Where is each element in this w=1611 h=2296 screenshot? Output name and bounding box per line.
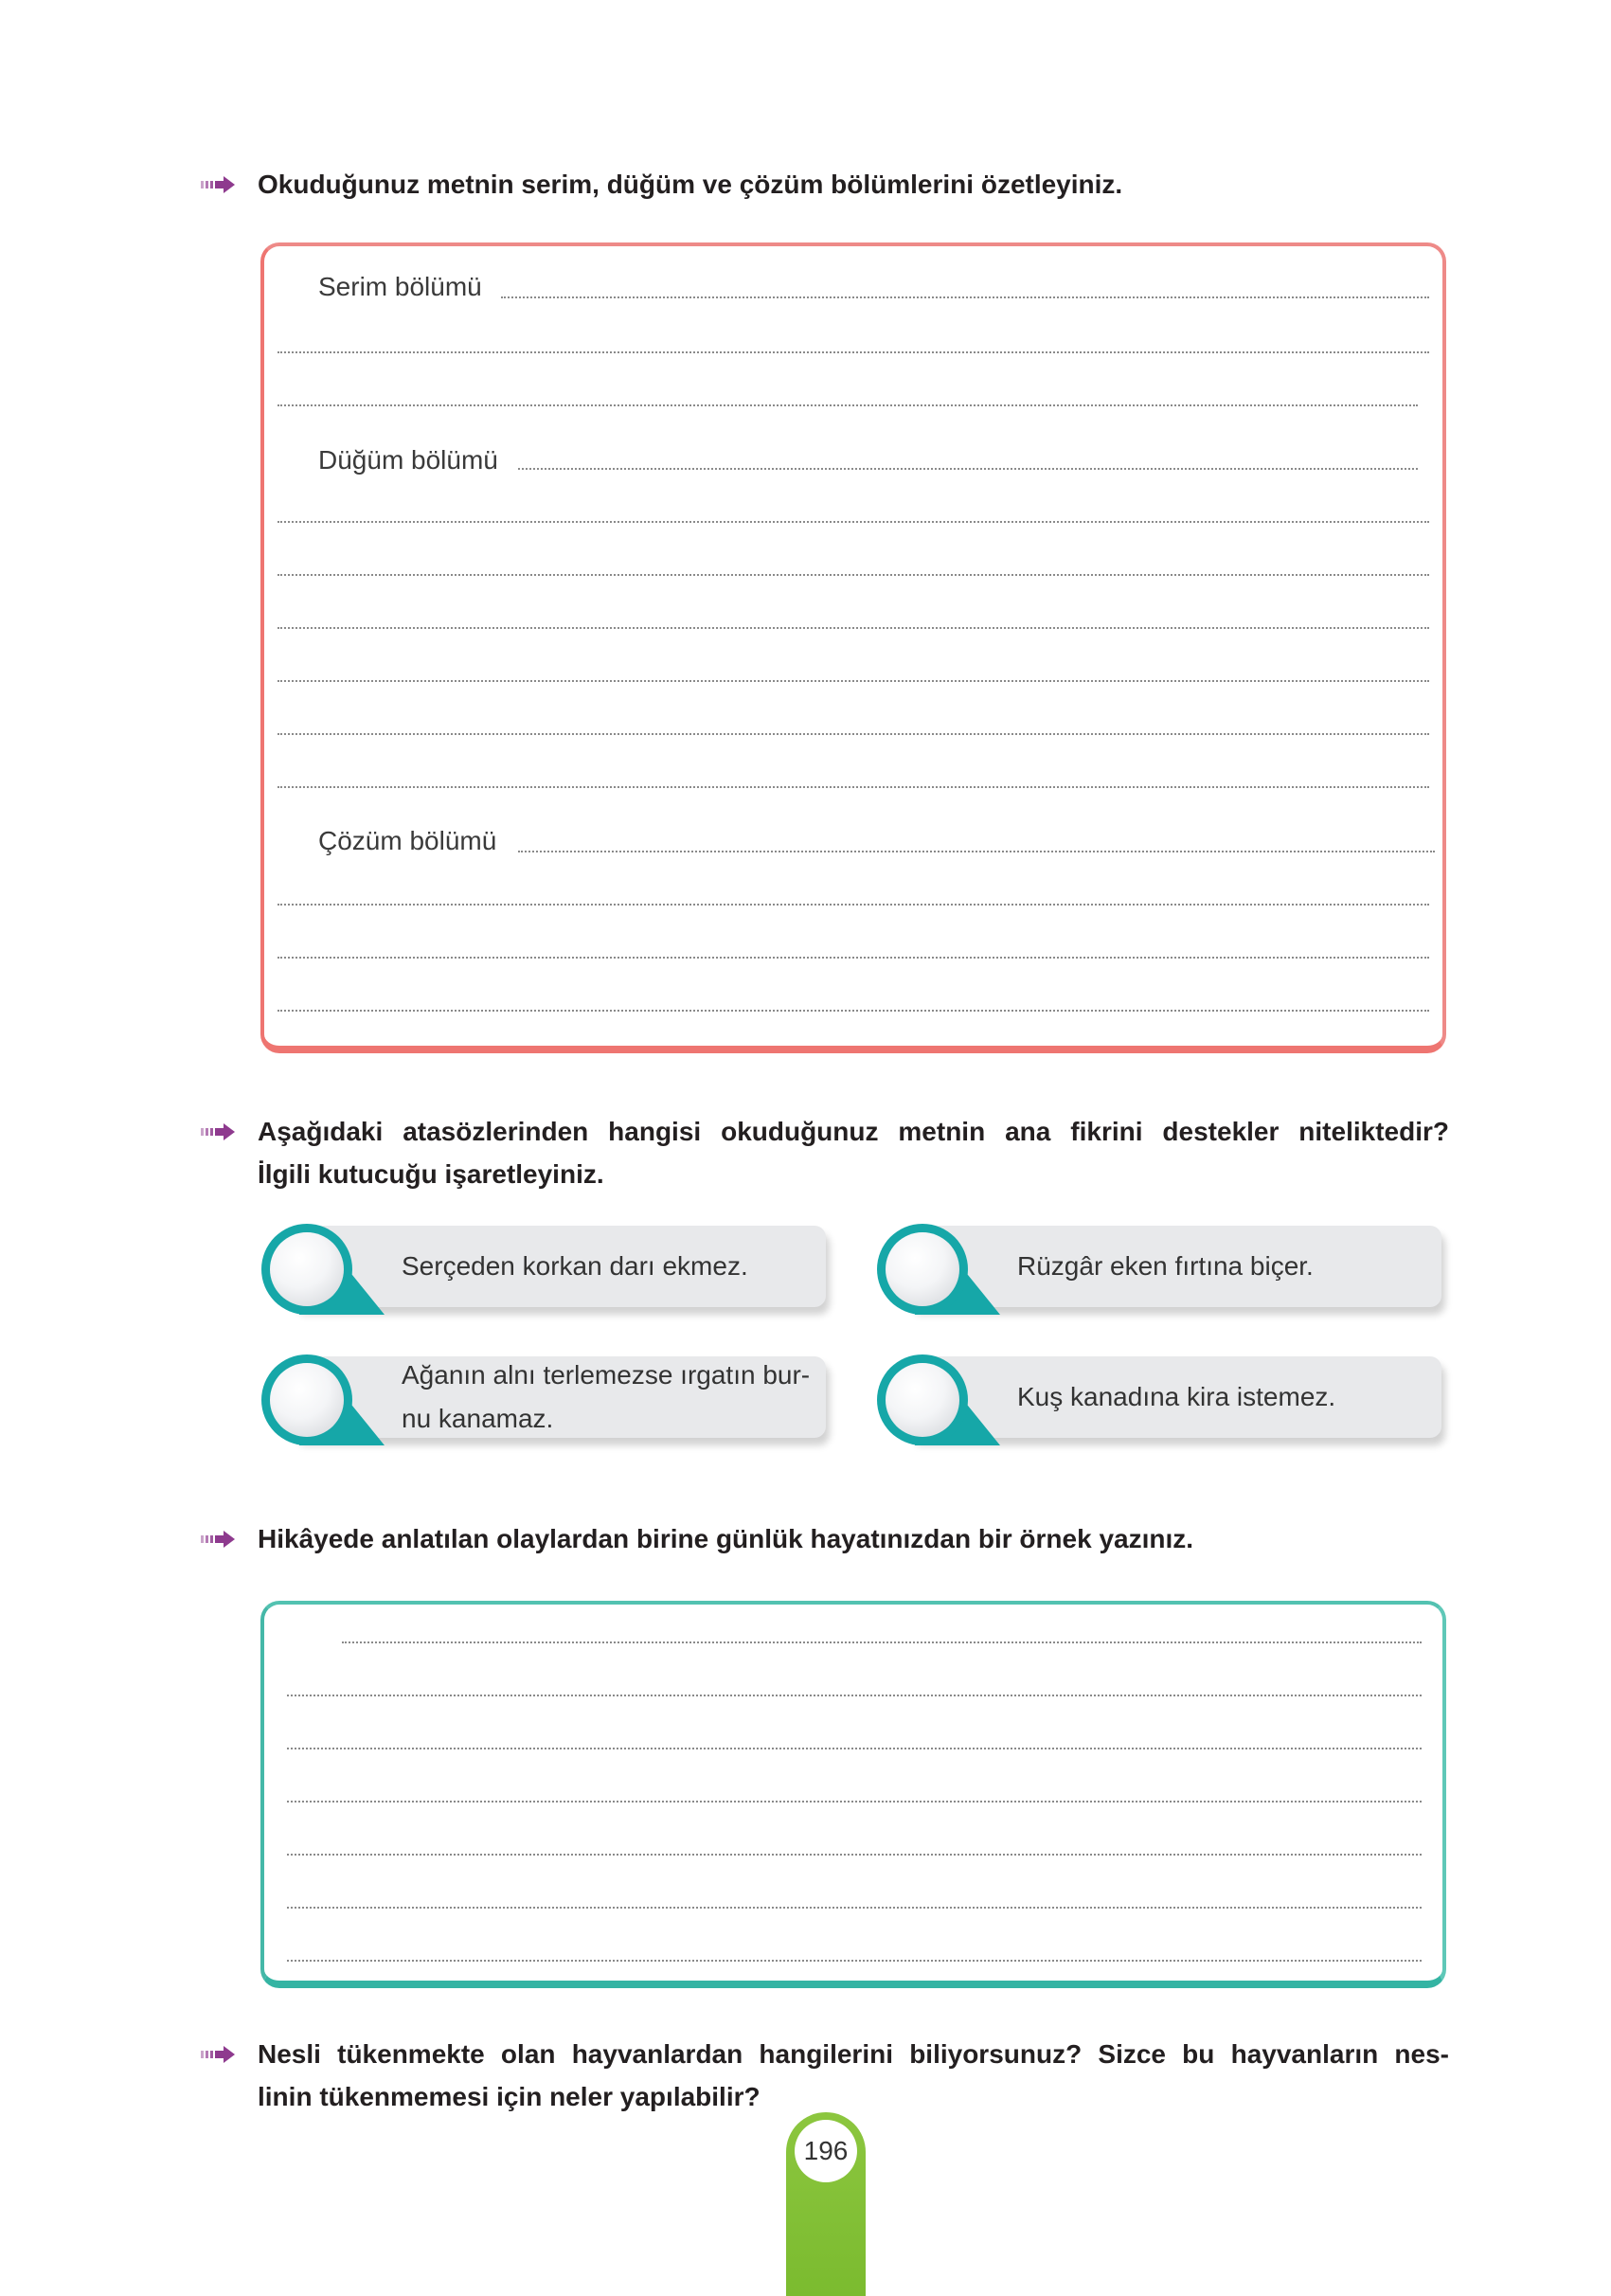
option-text — [402, 1356, 828, 1438]
answer-line[interactable] — [277, 1010, 1429, 1012]
option-text-line2: nu kanamaz. — [402, 1404, 554, 1433]
example-box — [260, 1601, 1446, 1988]
answer-line[interactable] — [287, 1748, 1422, 1749]
arrow-bullet-icon — [201, 2046, 239, 2063]
question-summary: Okuduğunuz metnin serim, düğüm ve çözüm bölümlerini özetleyiniz. — [258, 170, 1123, 199]
question-proverb — [258, 1110, 1449, 1195]
answer-line[interactable] — [277, 680, 1429, 682]
answer-line[interactable] — [287, 1907, 1422, 1909]
question-example: Hikâyede anlatılan olaylardan birine günlük hayatınızdan bir örnek yazınız. — [258, 1524, 1194, 1553]
option-checkbox[interactable] — [270, 1363, 344, 1437]
proverb-option-1[interactable] — [261, 1212, 830, 1317]
option-checkbox[interactable] — [270, 1232, 344, 1306]
question-endangered-line1: Nesli tükenmekte olan hayvanlardan hangilerini biliyorsunuz? Sizce bu hayvanların nes- — [258, 2039, 1449, 2069]
answer-line[interactable] — [342, 1641, 1422, 1643]
answer-line[interactable] — [501, 296, 1429, 298]
serim-label: Serim bölümü — [318, 271, 490, 303]
answer-line[interactable] — [277, 521, 1429, 523]
option-checkbox[interactable] — [886, 1232, 959, 1306]
summary-box — [260, 242, 1446, 1053]
question-proverb-line2: İlgili kutucuğu işaretleyiniz. — [258, 1159, 604, 1189]
answer-line[interactable] — [277, 627, 1429, 629]
proverb-option-2[interactable] — [877, 1212, 1445, 1317]
arrow-bullet-icon — [201, 176, 239, 193]
answer-line[interactable] — [277, 574, 1429, 576]
question-endangered-animals — [258, 2033, 1449, 2118]
answer-line[interactable] — [277, 957, 1429, 959]
option-checkbox[interactable] — [886, 1363, 959, 1437]
answer-line[interactable] — [277, 404, 1418, 406]
answer-line[interactable] — [287, 1801, 1422, 1803]
answer-line[interactable] — [518, 468, 1418, 470]
answer-line[interactable] — [287, 1695, 1422, 1696]
arrow-bullet-icon — [201, 1531, 239, 1548]
question-proverb-line1: Aşağıdaki atasözlerinden hangisi okuduğunuz metnin ana fikrini destekler niteliktedir? — [258, 1117, 1449, 1146]
answer-line[interactable] — [518, 851, 1435, 852]
answer-line[interactable] — [277, 904, 1429, 906]
option-text: Rüzgâr eken fırtına biçer. — [1017, 1251, 1314, 1281]
answer-line[interactable] — [277, 351, 1429, 353]
cozum-label: Çözüm bölümü — [318, 825, 504, 857]
answer-line[interactable] — [277, 733, 1429, 735]
proverb-option-4[interactable] — [877, 1343, 1445, 1447]
option-text: Kuş kanadına kira istemez. — [1017, 1382, 1336, 1411]
option-text: Serçeden korkan darı ekmez. — [402, 1251, 748, 1281]
page-number: 196 — [795, 2120, 857, 2182]
proverb-option-3[interactable] — [261, 1343, 830, 1447]
arrow-bullet-icon — [201, 1123, 239, 1140]
answer-line[interactable] — [287, 1960, 1422, 1962]
dugum-label: Düğüm bölümü — [318, 444, 506, 476]
question-endangered-line2: linin tükenmemesi için neler yapılabilir? — [258, 2082, 761, 2111]
answer-line[interactable] — [277, 786, 1429, 788]
answer-line[interactable] — [287, 1854, 1422, 1856]
option-text-line1: Ağanın alnı terlemezse ırgatın bur- — [402, 1360, 811, 1390]
